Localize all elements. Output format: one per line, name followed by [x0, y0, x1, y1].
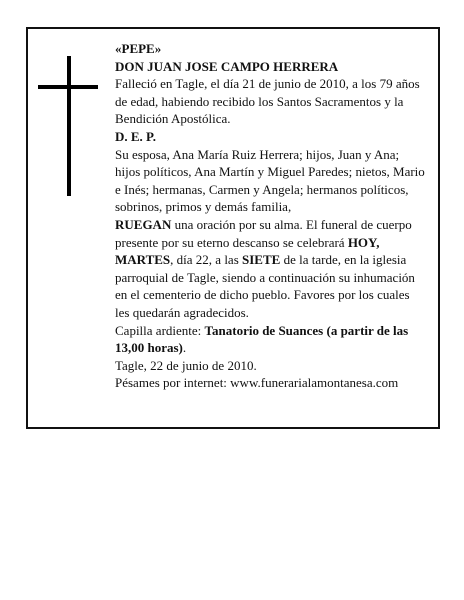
- nickname: «PEPE»: [115, 41, 162, 56]
- funeral-rest: de la tarde, en la iglesia parroquial de Tagle, siendo a continuación su inhumación en el cementerio de dicho pueblo. Favores por los cuales les quedarán agradecidos.: [115, 252, 415, 320]
- day-text: , día 22, a las: [170, 252, 243, 268]
- ruegan-rest: una oración por su alma. El funeral de cuerpo presente por su eterno descanso se celebrará: [115, 216, 412, 250]
- funeral-paragraph: [115, 216, 427, 322]
- condolences-line: Pésames por internet: www.funerarialamontanesa.com: [115, 375, 399, 391]
- cross-icon: [67, 56, 71, 196]
- dep-line: D. E. P.: [115, 128, 157, 144]
- comma-separator: ,: [376, 234, 380, 250]
- capilla-value: Tanatorio de Suances (a partir de las 13,00 horas): [115, 322, 409, 356]
- ruegan-word: RUEGAN: [115, 216, 172, 232]
- hoy-word: HOY: [347, 234, 377, 250]
- death-announcement: Falleció en Tagle, el día 21 de junio de 2010, a los 79 años de edad, habiendo recibido los Santos Sacramentos y la Bendición Apostólica.: [115, 76, 420, 127]
- capilla-period: .: [182, 340, 187, 356]
- obituary-text: [115, 40, 427, 392]
- capilla-line: [115, 322, 427, 357]
- family-list: Su esposa, Ana María Ruiz Herrera; hijos, Juan y Ana; hijos políticos, Ana Martín y Miguel Paredes; nietos, Mario e Inés; hermanas, Carmen y Angela; hermanos políticos, sobrinos, primos y demás familia,: [115, 146, 425, 215]
- place-date: Tagle, 22 de junio de 2010.: [115, 357, 257, 373]
- deceased-name: DON JUAN JOSE CAMPO HERRERA: [115, 58, 339, 74]
- siete-word: SIETE: [242, 252, 281, 268]
- cross-icon-bar: [38, 85, 98, 89]
- martes-word: MARTES: [115, 252, 171, 268]
- capilla-label: Capilla ardiente:: [115, 322, 205, 338]
